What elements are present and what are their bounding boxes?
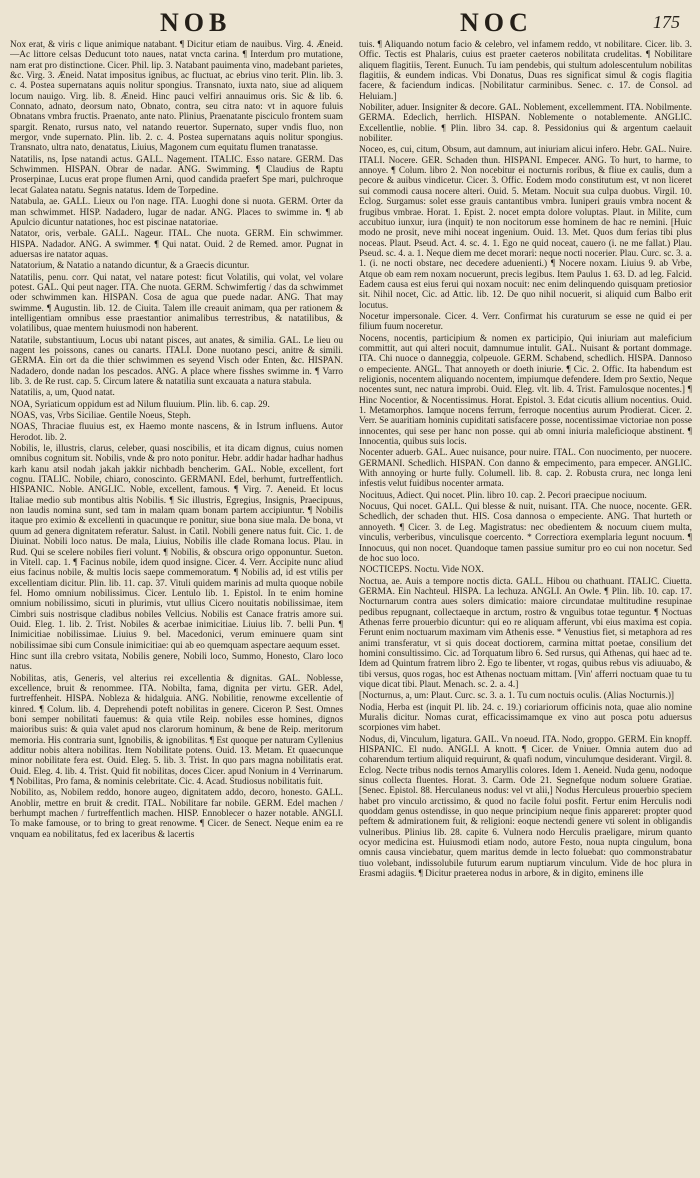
running-head-right: NOC	[460, 8, 533, 37]
entry-paragraph: Nocetur impersonale. Cicer. 4. Verr. Confirmat his curaturum se esse ne quid ei per filium fuum noceretur.	[359, 311, 692, 333]
entry-paragraph: Nocituus, Adiect. Qui nocet. Plin. libro 10. cap. 2. Pecori praecipue nociuum.	[359, 490, 647, 501]
entry-paragraph: Nodia, Herba est (inquit Pl. lib. 24. c. 19.) coriariorum officinis nota, quae alio nomine Muralis dicitur. Nomas curat, efficacissimamque ex vino aut posca potu aduersus scorpiones vim habet.	[359, 702, 692, 734]
entry-paragraph: Nodus, di, Vinculum, ligatura. GAIL. Vn noeud. ITA. Nodo, groppo. GERM. Ein knopff. HISPANIC. El nudo. ANGLI. A knott. ¶ Cicer. de Vniuer. Omnia autem duo ad coharendum tertium aliquid requirunt, & quafi nodum, vinculumque desiderant. Virgil. 8. Eclog. Necte tribus nodis ternos Amaryllis colores. Idem 1. Aeneid. Nuda genu, nodoque sinus collecta fluentes. Horat. 3. Carm. Ode 21. Segnefque nodum soluere Gratiae. [Senec. Epistol. 88. Herculaneus nodus: vel vt alii,] Nodus Herculeus prouerbio speciem habet pro vinculo arctissimo, & quod no facile folui posfit. Fertur enim Herculis nodi quoddam genus ostendisse, in quo neque principium neque finis appareret: propter quod peftem & admirationem fuit, & religioni: eoque nectendi genere vti solent in obligandis vulneribus. Plinius lib. 28. capite 6. Vulnera nodo Herculis praeligare, mirum quanto ocyor medicina est. Huiusmodi etiam nodo, autore Festo, noua nupta cingulum, bona omnis causa vinciebatur, quem maritus demde in lecto foluebat: quo commonstrabatur tiuo volebant, indissolubile futurum earum nuptiarum vinculum. Vide de hoc plura in Erasmi adagiis. ¶ Dicitur praeterea nodus in arbore, & in digito, eminens ille	[359, 734, 692, 880]
entry-paragraph: tuis. ¶ Aliquando notum facio & celebro, vel infamem reddo, vt nobilitare. Cicer. lib. 3. Offic. Tectis est Phalaris, cuius est praeter caeteros nobilitata crudelitas. ¶ Nobilitare aliquem flagitiis, Terent. Eunuch. Tu iam pendebis, qui stultum adolescentulum nobilitas flagitiis, & eundem indicas. Vbi Donatus, Duas res significat simul & cogis flagitia facere, & faciendum indicas. [Nobilitatur carminibus. Senec. c. 17. de Consol. ad Heluiam.]	[359, 40, 692, 102]
entry-paragraph: Natabula, ae. GALL. Lieux ou l'on nage. ITA. Luoghi done si nuota. GERM. Orter da man schwimmet. HISP. Nadadero, lugar de nadar. ANG. Places to swimme in. ¶ ab Apulcio dicuntur natationes, hoc est piscinae natatoriae.	[10, 197, 343, 228]
page-number: 175	[653, 12, 680, 32]
entry-paragraph: Natatilis, a, um, Quod natat.	[10, 388, 115, 399]
text-columns	[10, 40, 692, 1172]
entry-paragraph: Natatilis, penu. corr. Qui natat, vel natare potest: ficut Volatilis, qui volat, vel volare potest. GAL. Qui peut nager. ITA. Che nuota. GERM. Schwimfertig / das da schwimmet oder schwimmen kan. HISPAN. Cosa de agua que puede nadar. ANG. That may swimme. ¶ Augustin. lib. 12. de Ciuita. Talem ille creauit animam, qua per rationem & intelligentiam omnibus esse praestantior animalibus terrestribus, & natatilibus, & volatilibus, quae mentem huiusmodi non haberent.	[10, 272, 343, 335]
entry-paragraph: Natatilis, ns, Ipse natandi actus. GALL. Nagement. ITALIC. Esso natare. GERM. Das Schwimmen. HISPAN. Obrar de nadar. ANG. Swimming. ¶ Claudius de Raptu Proserpinae, Lucus erat prope flumen Arni, quod candida praefert Spe mari, pulchroque lecat Galatea natatu. Segnis natatus. Idem de Torpedine.	[10, 154, 343, 196]
entry-paragraph: Nobilis, le, illustris, clarus, celeber, quasi noscibilis, et ita dicam dignus, cuius nomen omnibus cognitum sit. Nobilis, vnde & pro noto ponitur. Hebr. addir hadar hadhar hadhus karh kanu atsil nodah jakah jakkir nichbadh bencherim. GAL. Noble, excellent, fort cognu. ITALIC. Nobile, chiaro, conoscinto. GERMANI. Edel, berhumt, furtreffentlich. HISPANIC. Noble. ANGLIC. Noble, excellent, famous. ¶ Virg. 7. Aeneid. Et locus Italiae medio sub montibus altis Nobilis. ¶ Sic illustris, Egregius, Insignis, Praecipuus, non laudis nomina sunt, sed tam in malam quam bonam partem accipiuntur. ¶ Nobilis itaque pro eximio & excellenti in quacunque re ponitur, siue bona siue mala. De bona, vt quum ad genera dignitatem referatur. Salust. in Catil. Nobili genere natus fuit. Cic. 1. de Diuinat. Nobili loco natus. De mala, Liuius, Nobilis ille clade Romana locus. Plau. in Rud. Qui se scelere nobiles fieri volunt. ¶ Nobilis, & obscura origo opponuntur. Sueton. in Vitell. cap. 1. ¶ Facinus nobile, idem quod insigne. Cicer. 4. Verr. Accipite nunc aliud eius facinus nobile, & multis locis saepe commemoratum. ¶ Nobilis ad, id est vtilis per excellentiam dicitur. Plin. lib. 11. cap. 37. Vituli quidem marinis ad multa quoque nobile fel. Homo omnium nobilissimus. Cicer. Lentulo lib. 1. Epistol. In te enim homine omnium nobilissimo, sicuti in plurimis, vtut ullius Cicero nouitatis nobilissimae, item Cimbri suis nostrisque cladibus nobiles Vellcius. Nobilis est Canace fratris amore sui. Ouid. Eleg. 1. lib. 2. Trist. Nobiles & acerbae inimicitiae. Liuius lib. 7. belli Pun. ¶ Inimicitiae nobilissimae. Liuius 9. bel. Macedonici, verum eminuere quam sint nobilissimae sibi cum Consule inimicitiae: qui ab eo quemquam aspectare aequum esset.	[10, 444, 343, 651]
page-header	[10, 8, 694, 42]
entry-paragraph: Noceo, es, cui, citum, Obsum, aut damnum, aut iniuriam alicui infero. Hebr. GAL. Nuire. ITALI. Nocere. GER. Schaden thun. HISPANI. Empecer. ANG. To hurt, to harme, to annoye. ¶ Colum. libro 2. Non nocebitur ei nocturnis roribus, & fliue ex caulis, dum a pecore & auibus vindicetur. Cicer. 3. Offic. Eodem modo constitutum est, vt non liceret sui commodi causa nocere alteri. Ouid. 5. Metam. Nocuit sua culpa duobus. Virgil. 10. Eclog. Surgamus: solet esse grauis cantantibus vmbra. Iuniperi grauis vmbra nocent & frugibus vmbrae. Horat. 1. Epist. 2. nocet empta dolore voluptas. Plaut. in Milite, cum accubituo iunxur, iura (inquit) te non nocitorum esse hominem de hac re nemini. [Huic modo ne prosit, neve mihi noceat ingenium. Ouid. 13. Met. Quos dum ferias tibi plus noceas. Plaut. Pseud. Act. 4. sc. 4. 1. Ego ne quid noceat, cauero (i. ne me fallat.) Plau. Pseud. sc. 4. a. 1. Neque diem me decet morari: neque nocti nocerier. Plau. Curc. sc. 3. a. 1. (i. ne nocti obstare, nec decedere aduenienti.) ¶ Nocere noxam. Liuius 9. ab Vrbe, Atque ob eam rem noxam nocuerunt, precis legibus. Item Paulus 1. 63. D. ad leg. Falcid. Eadem causa est eius ferui qui noxam nocuit: nec enim delinquendo quisquam pretiosior sit. Nihil nocet, Cic. ad Attic. lib. 12. De quo nihil nocuerit, si aliquid cum Balbo erit locutus.	[359, 145, 692, 311]
entry-paragraph: Nobilitas, atis, Generis, vel alterius rei excellentia & dignitas. GAL. Noblesse, excellence, bruit & renommee. ITA. Nobilta, fama, dignita per virtu. GER. Adel, furtreffenheit. HISPA. Nobleza & hidalguia. ANG. Nobilitie, renowme excellentie of kinred. ¶ Colum. lib. 4. Deprehendi poteft nobilitas in genere. Ciceron P. Sest. Omnes boni semper nobilitati fauemus: & quia vtile Reip. nobiles esse homines, dignos maioribus suis: & quia valet apud nos clarorum hominum, & bene de Reip. meritorum memoria. His contraria sunt, Ignobilis, & ignobilitas. ¶ Est quoque per naturam Cyllenius additur nobis altera nobilitas. Item Nobilitate potens. Ouid. 13. Metam. Et quaecunque minor nobilitate fera est. Ouid. Eleg. 5. lib. 3. Trist. In quo pars magna nobilitatis erat. Ouid. Eleg. 4. lib. 4. Trist. Quid fit nobilitas, doces Cicer. apud Nonium in 4 Verrinarum. ¶ Nobilitas, Pro fama, & nominis celebritate. Cic. 4. Acad. Studiosus nobilitatis fuit.	[10, 673, 343, 788]
entry-paragraph: Nox erat, & viris c lique animique natabant. ¶ Dicitur etiam de nauibus. Virg. 4. Æneid. —Ac littore celsas Deducunt toto naues, natat vncta carina. ¶ Interdum pro mutatione, nam erat pro distinctione. Cicer. Phil. lip. 3. Natabant pauimenta vino, madebant parietes, &c. Virg. 3. Æneid. Natat impositus ignibus, ac fluctuat, ac ebrius vino terit. Plin. lib. 3. c. 4. Postea supernatans aquis nolitur spongius. Transnato, iuxta nato, siue ad aliquem locum nauigo. Virg. lib. 8. Æneid. Hinc pauci velfiri annauimus oris. Sic & lib. 6. Connato, adnato, deorsum nato, Obnato, contra, seu citra nato: vt in aquore fuluis Obnatans vmbra fructis. Praenato, ante nato. Plinius, Praenatante pisciculo frontem suam spargit. Renato, rursus nato, vel natando reuertor. Supernato, super vndis fluo, non mergor, vnde supernato. Plin. lib. 2. c. 4. Postea supernatans aquis nolitur spongius. Transnato, ultra nato, denatatus, Liuius, Magonem cum equitatu flumen tranatasse.	[10, 40, 343, 154]
entry-paragraph: [Nocturnus, a, um: Plaut. Curc. sc. 3. a. 1. Tu cum noctuis oculis. (Alias Nocturnis.)]	[359, 691, 675, 702]
entry-paragraph: NOCTICEPS. Noctu. Vide NOX.	[359, 565, 484, 576]
entry-paragraph: Hinc sunt illa crebro vsitata, Nobilis genere, Nobili loco, Summo, Honesto, Claro loco natus.	[10, 651, 343, 673]
entry-paragraph: Natatile, substantiuum, Locus ubi natant pisces, aut anates, & similia. GAL. Le lieu ou nagent les poissons, canes ou canarts. ITALI. Done nuotano pesci, anitre & simili. GERMA. Ein ort da die thier schwimmen es seyend Visch oder Enten, &c. HISPAN. Nadadero, donde nadan los pescados. ANG. A place where fisshes swimme in. ¶ Varro lib. 3. de Re rust. cap. 5. Circum latere & natatilia sunt excauata a natura stabula.	[10, 335, 343, 387]
entry-paragraph: Nobiliter, aduer. Insigniter & decore. GAL. Noblement, excellemment. ITA. Nobilmente. GERMA. Edeclich, herrlich. HISPAN. Noblemente o notablemente. ANGLIC. Excellentlie, noblie. ¶ Plin. libro 34. cap. 8. Pessidonius qui & argentum caelauit nobiliter.	[359, 103, 692, 145]
entry-paragraph: Natator, oris, verbale. GALL. Nageur. ITAL. Che nuota. GERM. Ein schwimmer. HISPA. Nadador. ANG. A swimmer. ¶ Qui natat. Ouid. 2 de Remed. amor. Pugnat in aduersas ire natator aquas.	[10, 229, 343, 260]
right-column	[359, 40, 692, 1172]
entry-paragraph: Natatorium, & Natatio a natando dicuntur, & a Graecis dicuntur.	[10, 261, 250, 272]
entry-paragraph: NOAS, Thraciae fluuius est, ex Haemo monte nascens, & in Istrum influens. Autor Herodot. lib. 2.	[10, 422, 343, 443]
entry-paragraph: Noctua, ae. Auis a tempore noctis dicta. GALL. Hibou ou chathuant. ITALIC. Ciuetta. GERMA. Ein Nachteul. HISPA. La lechuza. ANGLI. An Owle. ¶ Plin. lib. 10. cap. 17. Nocturnarum contra aues solers dimicatio: maiore circundatae multitudine resupinae pedibus repugnant, collectaeque in arctum, rostro & vnguibus totae teguntur. ¶ Noctuas Athenas ferre prouerbio dicuntur: qui eo re aliquam afferunt, vbi eius maxima est copia. Ferunt enim noctuarum maximam vim Athenis esse. * Venustius fiet, si metaphora ad res animi transferatur, vt si quis doceat doctiorem, carmina mittat poetae, consilium det homini consultissimo. Cic. ad Torquatum libro 6. Sed rursus, qui Athenas, qui haec ad te. Idem ad Quintum fratrem libro 2. Ego te libenter, vt rogas, quibus rebus vis adiuuabo, & tibi versus, quos rogas, hoc est Athenas noctuam mittam. [Vin' afferri noctuam quae tu tu vique dicat tibi. Plaut. Menach. sc. 2. a. 4.]	[359, 576, 692, 690]
entry-paragraph: Nocens, nocentis, participium & nomen ex participio, Qui iniuriam aut maleficium committit, aut qui alteri nocuit, damnumue intulit. GAL. Nuisant & portant dommage. ITA. Chi nuoce o danneggia, colpeuole. GERM. Schabend, schedlich. HISPA. Dannoso o empeciente. ANGL. That annoyeth or doeth iniurie. ¶ Cic. 2. Offic. Ita habendum est religionis, nocentem aliquando nocentem, impiumque defendere. Idem pro Sextio, Neque nocentes sunt, nec natura improbi. Ouid. Eleg. vlt. lib. 4. Trist. Famulosque nocentes.] ¶ Hinc Nocentior, & Nocentissimus. Horat. Epistol. 3. Edat cicutis allium nocentius. Ouid. 1. Metamorphos. Iamque nocens ferrum, ferroque nocentius aurum Prodierat. Cicer. 2. Verr. Se auaritiam hominis cupiditati satisfacere posse, nocentissimae victoriae non posse innocentes, qui sese per hanc non posse. qui ab omni iniuria maleficioque abstinent. ¶ Innocentia, quibus suis locis.	[359, 333, 692, 448]
entry-paragraph: Nocuus, Qui nocet. GALL. Qui blesse & nuit, nuisant. ITA. Che nuoce, nocente. GER. Schedlich, der schaden thut. HIS. Cosa dannosa o empeciente. ANG. That hurteth or annoyeth. ¶ Cicer. 3. de Leg. Magistratus: nec obedientem & nocuum ciuem multa, vinculis, verberibus, vinculisque coercento. * Correctiora exemplaria legunt nocuum. ¶ Innocuus, qui non nocet. Quandoque tamen passiue sumitur pro eo cui non nocetur. Sed de hoc suo loco.	[359, 502, 692, 564]
left-column	[10, 40, 343, 1172]
running-head-left: NOB	[160, 8, 232, 37]
entry-paragraph: Nocenter aduerb. GAL. Auec nuisance, pour nuire. ITAL. Con nuocimento, per nuocere. GERMANI. Schedlich. HISPAN. Con danno & empecimento, para empecer. ANGLIC. With annoying or hurte fully. Columell. lib. 8. cap. 2. Robusta crura, nec longa leni infestis velut fuidibus nocenter armata.	[359, 448, 692, 490]
entry-paragraph: NOAS, vas, Vrbs Siciliae. Gentile Noeus, Steph.	[10, 411, 191, 422]
entry-paragraph: NOA, Syriaticum oppidum est ad Nilum fluuium. Plin. lib. 6. cap. 29.	[10, 399, 270, 410]
entry-paragraph: Nobilito, as, Nobilem reddo, honore augeo, dignitatem addo, decoro, honesto. GALL. Anoblir, mettre en bruit & credit. ITAL. Nobilitare far nobile. GERM. Edel machen / berhumpt machen / furtreffentlich machen. HISP. Ennoblecer o hazer notable. ANGLI. To make famouse, or to bring to great renowme. ¶ Cicer. de Senect. Neque enim ea re vnquam ea nobilitatus, fed ex laceribus & lacertis	[10, 788, 343, 840]
